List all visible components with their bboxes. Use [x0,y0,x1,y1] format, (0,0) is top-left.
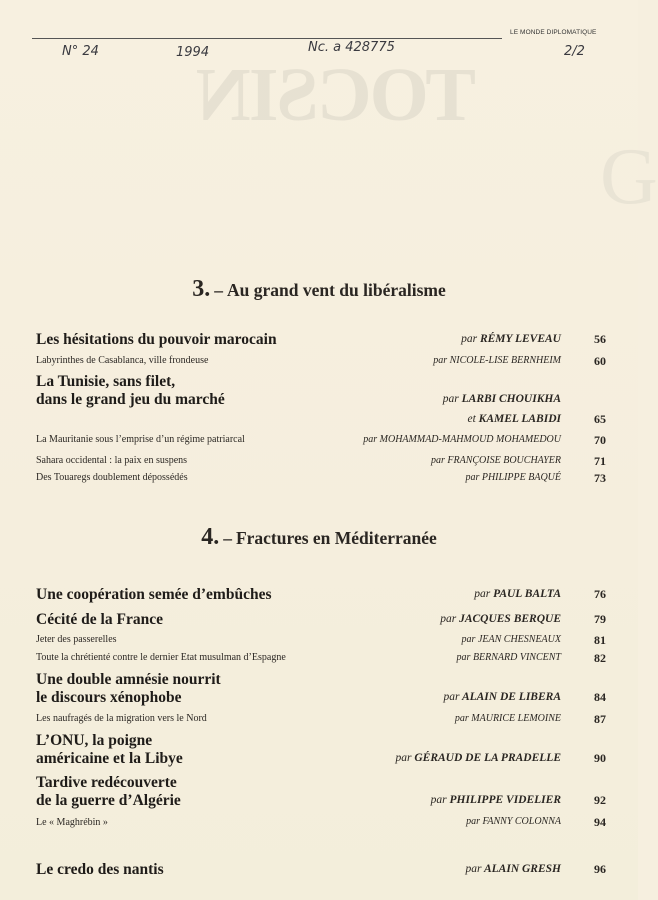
toc-entry-closing[interactable]: Le credo des nantis par ALAIN GRESH 96 [36,861,606,878]
toc-entry[interactable]: Les hésitations du pouvoir marocain par RÉMY LEVEAU 56 [36,331,606,348]
handwritten-catalog-number: Nc. a 428775 [308,40,395,55]
toc-entry[interactable]: Le « Maghrébin » par FANNY COLONNA 94 [36,815,606,829]
toc-entry[interactable]: Des Touaregs doublement dépossédés par PHILIPPE BAQUÉ 73 [36,471,606,485]
header-rule [32,38,502,39]
toc-entry[interactable]: Sahara occidental : la paix en suspens par FRANÇOISE BOUCHAYER 71 [36,454,606,468]
toc-entry[interactable]: La Mauritanie sous l’emprise d’un régime patriarcal par MOHAMMAD-MAHMOUD MOHAMEDOU 70 [36,433,606,447]
toc-entry[interactable]: La Tunisie, sans filet, dans le grand jeu du marché par LARBI CHOUIKHA et KAMEL LABIDI 65 [36,373,606,426]
handwritten-issue-number: N° 24 [62,44,99,59]
show-through-letter: G [600,133,658,221]
toc-entry[interactable]: Jeter des passerelles par JEAN CHESNEAUX 81 [36,633,606,647]
section-3-heading: 3. – Au grand vent du libéralisme [192,276,446,302]
show-through-text: TOCSIN [198,53,477,137]
toc-entry[interactable]: L’ONU, la poigne américaine et la Libye par GÉRAUD DE LA PRADELLE 90 [36,732,606,767]
masthead: LE MONDE DIPLOMATIQUE [510,29,597,36]
toc-entry[interactable]: Une double amnésie nourrit le discours xénophobe par ALAIN DE LIBERA 84 [36,671,606,706]
toc-entry[interactable]: Cécité de la France par JACQUES BERQUE 79 [36,611,606,628]
toc-entry[interactable]: Tardive redécouverte de la guerre d’Algérie par PHILIPPE VIDELIER 92 [36,774,606,809]
section-4-heading: 4. – Fractures en Méditerranée [201,524,437,550]
handwritten-page-count: 2/2 [564,44,585,59]
toc-entry[interactable]: Labyrinthes de Casablanca, ville frondeuse par NICOLE-LISE BERNHEIM 60 [36,354,606,368]
handwritten-year: 1994 [176,45,210,60]
toc-entry[interactable]: Une coopération semée d’embûches par PAUL BALTA 76 [36,586,606,603]
toc-entry[interactable]: Les naufragés de la migration vers le Nord par MAURICE LEMOINE 87 [36,712,606,726]
toc-entry[interactable]: Toute la chrétienté contre le dernier Etat musulman d’Espagne par BERNARD VINCENT 82 [36,651,606,665]
